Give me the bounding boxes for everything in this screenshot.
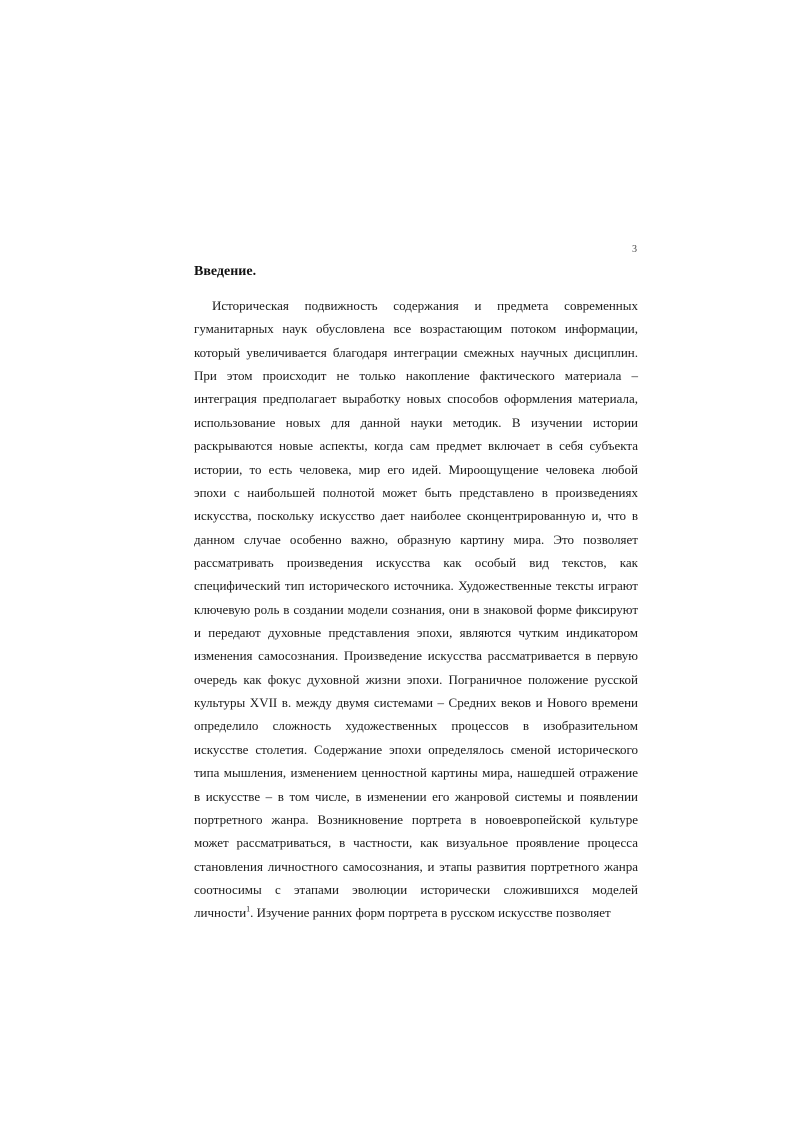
text-line: Историческая подвижность содержания и предмета современных: [212, 298, 638, 313]
text-line: становления личностного самосознания, и этапы развития портретного жанра: [194, 858, 638, 874]
text-line: искусстве столетия. Содержание эпохи определялось сменой исторического: [194, 741, 638, 757]
text-line: искусства, поскольку искусство дает наиболее сконцентрированную и, что в: [194, 508, 638, 524]
text-line: и передают духовные представления эпохи, являются чутким индикатором: [194, 625, 638, 641]
text-line: использование новых для данной науки методик. В изучении истории: [194, 414, 638, 430]
section-heading: Введение.: [194, 264, 257, 279]
text-line: соотносимы с этапами эволюции исторически сложившихся моделей: [194, 881, 638, 897]
text-line: очередь как фокус духовной жизни эпохи. Пограничное положение русской: [194, 671, 638, 687]
text-line: рассматривать произведения искусства как особый вид текстов, как: [194, 554, 638, 570]
text-line: портретного жанра. Возникновение портрета в новоевропейской культуре: [194, 811, 638, 827]
text-line: истории, то есть человека, мир его идей. Мироощущение человека любой: [194, 461, 638, 477]
footnote-marker: 1: [246, 905, 251, 915]
text-line: который увеличивается благодаря интеграции смежных научных дисциплин.: [194, 344, 638, 360]
body-text: [194, 294, 638, 925]
text-line-with-footnote: [194, 901, 638, 924]
text-line: ключевую роль в создании модели сознания, они в знаковой форме фиксируют: [194, 601, 638, 617]
text-line: определило сложность художественных процессов в изобразительном: [194, 718, 638, 734]
text-line: специфический тип исторического источника. Художественные тексты играют: [194, 578, 638, 594]
footnote-line-start: [194, 901, 611, 924]
footnote-line-word: личности: [194, 905, 247, 921]
text-line: типа мышления, изменением ценностной картины мира, нашедшей отражение: [194, 765, 638, 781]
text-line: изменения самосознания. Произведение искусства рассматривается в первую: [194, 648, 638, 664]
text-line: может рассматриваться, в частности, как визуальное проявление процесса: [194, 835, 638, 851]
text-line: гуманитарных наук обусловлена все возрастающим потоком информации,: [194, 321, 638, 337]
page-number: 3: [632, 244, 637, 255]
text-line: в искусстве – в том числе, в изменении его жанровой системы и появлении: [194, 788, 638, 804]
text-line: данном случае особенно важно, образную картину мира. Это позволяет: [194, 531, 638, 547]
footnote-line-rest: . Изучение ранних форм портрета в русском искусстве позволяет: [250, 905, 611, 921]
text-line: культуры XVII в. между двумя системами – Средних веков и Нового времени: [194, 695, 638, 711]
text-line: эпохи с наибольшей полнотой может быть представлено в произведениях: [194, 484, 638, 500]
text-line: При этом происходит не только накопление фактического материала –: [194, 368, 638, 384]
text-line: интеграция предполагает выработку новых способов оформления материала,: [194, 391, 638, 407]
text-line: раскрываются новые аспекты, когда сам предмет включает в себя субъекта: [194, 438, 638, 454]
